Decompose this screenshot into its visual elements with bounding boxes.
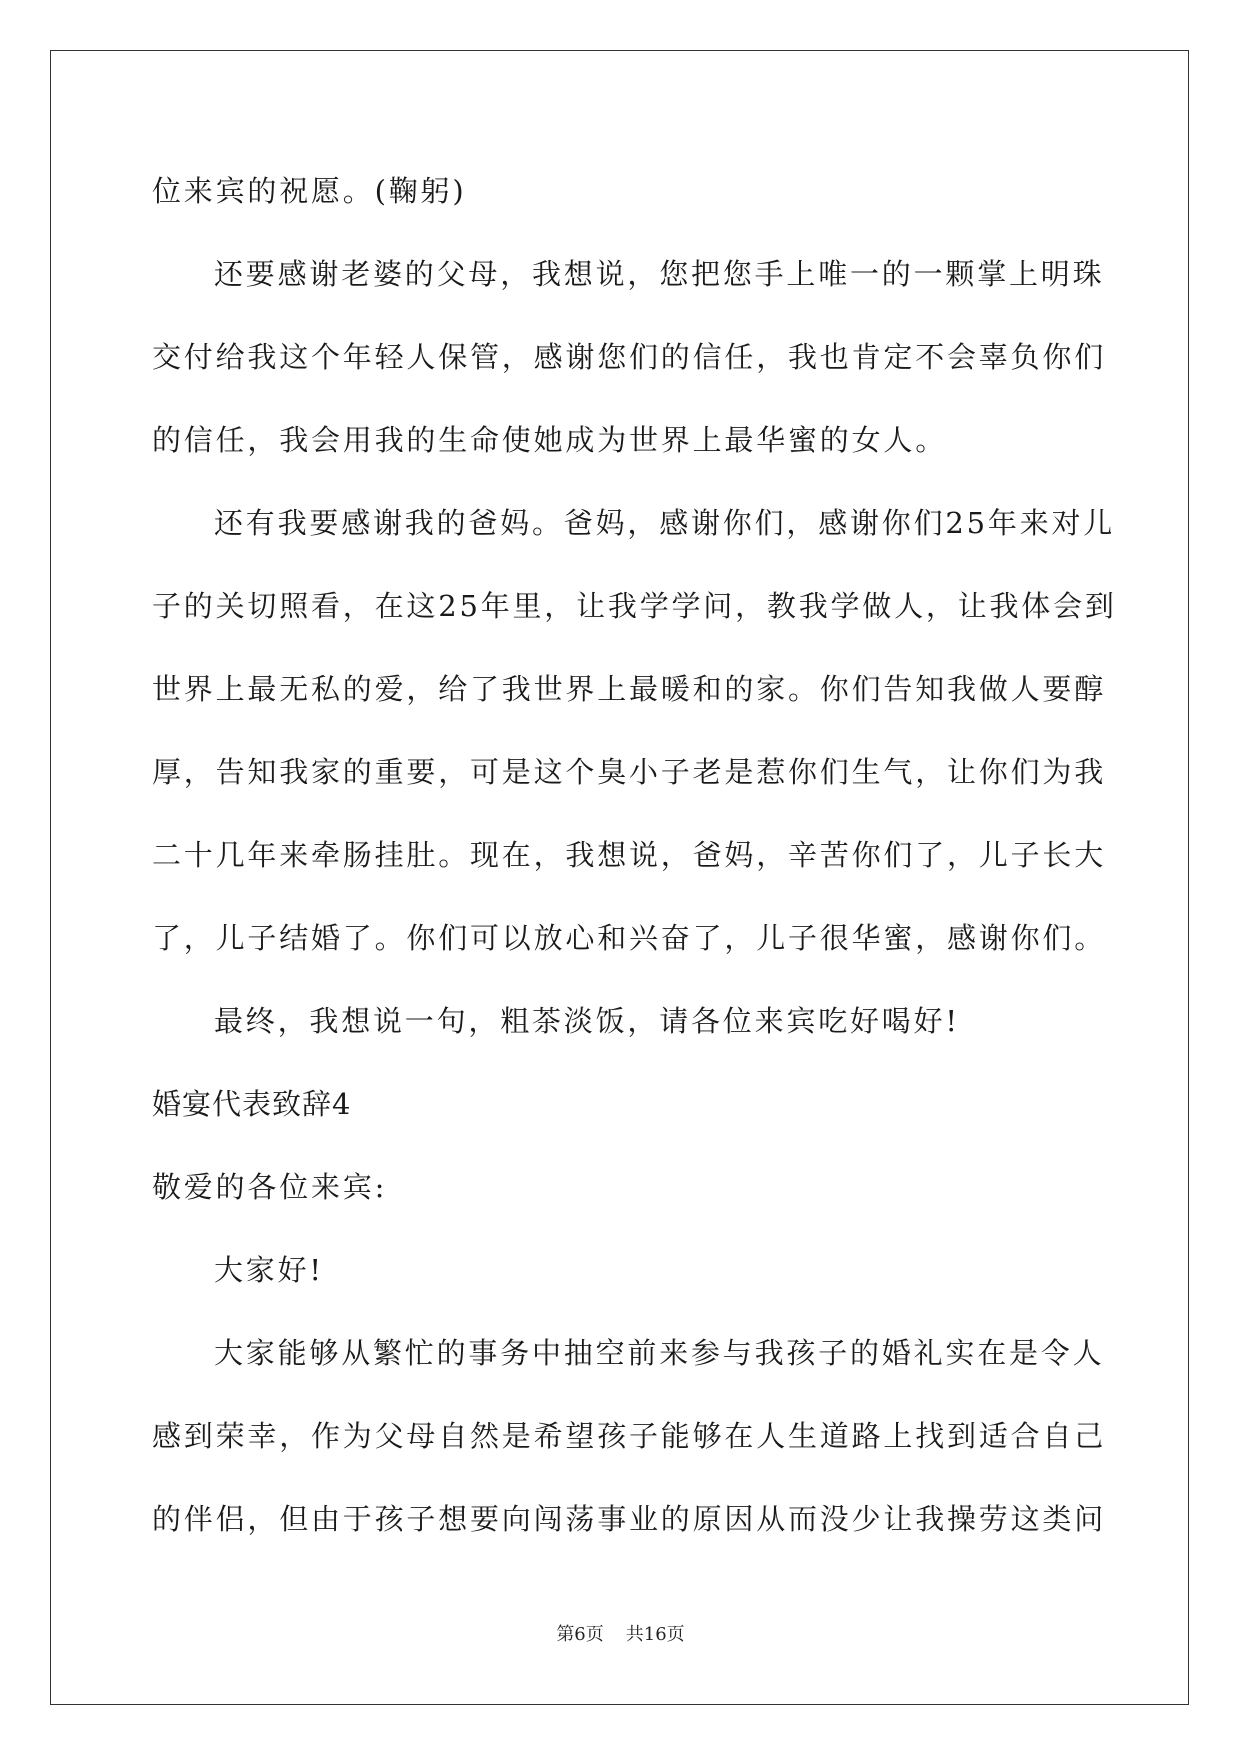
salutation-line: 敬爱的各位来宾: [152,1170,388,1204]
paragraph-line: 交付给我这个年轻人保管，感谢您们的信任，我也肯定不会辜负你们 [152,340,1107,374]
paragraph-line: 的信任，我会用我的生命使她成为世界上最华蜜的女人。 [152,423,948,457]
page-number: 第6页 [556,1624,604,1645]
paragraph-line: 了，儿子结婚了。你们可以放心和兴奋了，儿子很华蜜，感谢你们。 [152,921,1107,955]
paragraph-line: 感到荣幸，作为父母自然是希望孩子能够在人生道路上找到适合自己 [152,1419,1107,1453]
paragraph-line: 大家能够从繁忙的事务中抽空前来参与我孩子的婚礼实在是令人 [214,1336,1105,1370]
paragraph-line: 位来宾的祝愿。(鞠躬) [152,174,467,208]
paragraph-line: 的伴侣，但由于孩子想要向闯荡事业的原因从而没少让我操劳这类问 [152,1502,1107,1536]
paragraph-line: 子的关切照看，在这25年里，让我学学问，教我学做人，让我体会到 [152,589,1117,623]
document-body [152,150,1117,1561]
paragraph-line: 厚，告知我家的重要，可是这个臭小子老是惹你们生气，让你们为我 [152,755,1107,789]
greeting-line: 大家好! [214,1253,324,1287]
paragraph-line: 二十几年来牵肠挂肚。现在，我想说，爸妈，辛苦你们了，儿子长大 [152,838,1107,872]
page-footer [0,1620,1241,1646]
paragraph-line: 世界上最无私的爱，给了我世界上最暖和的家。你们告知我做人要醇 [152,672,1107,706]
paragraph-line: 还要感谢老婆的父母，我想说，您把您手上唯一的一颗掌上明珠 [214,257,1105,291]
page-total: 共16页 [625,1624,685,1645]
paragraph-line: 最终，我想说一句，粗茶淡饭，请各位来宾吃好喝好! [214,1004,960,1038]
paragraph-line: 还有我要感谢我的爸妈。爸妈，感谢你们，感谢你们25年来对儿 [214,506,1116,540]
section-heading: 婚宴代表致辞4 [152,1087,352,1121]
